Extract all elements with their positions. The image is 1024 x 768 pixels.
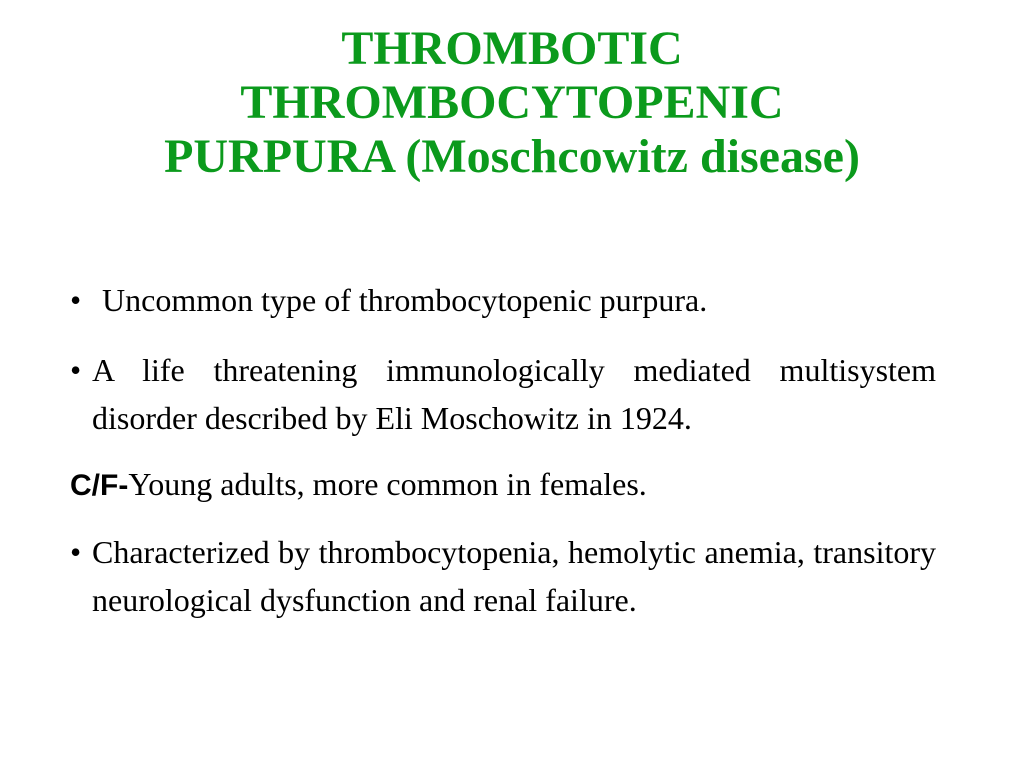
list-item xyxy=(70,346,936,442)
cf-label: C/F- xyxy=(70,469,129,502)
bullet-icon: • xyxy=(70,282,82,318)
title-line-3: PURPURA (Moschcowitz disease) xyxy=(164,130,860,183)
list-item xyxy=(70,276,936,324)
point-life-threatening: A life threatening immunologically mediated multisystem disorder described by Eli Moschowitz in 1924. xyxy=(92,352,936,436)
cf-text: Young adults, more common in females. xyxy=(128,466,647,502)
title-line-2: THROMBOCYTOPENIC xyxy=(240,76,784,129)
bullet-icon: • xyxy=(70,534,82,570)
list-item xyxy=(70,528,936,624)
list-item xyxy=(70,460,936,510)
slide-title xyxy=(40,22,984,184)
title-line-1: THROMBOTIC xyxy=(341,22,683,75)
content-list xyxy=(70,276,936,624)
point-uncommon: Uncommon type of thrombocytopenic purpura. xyxy=(102,282,708,318)
point-characterized: Characterized by thrombocytopenia, hemolytic anemia, transitory neurological dysfunction and renal failure. xyxy=(92,534,936,618)
bullet-icon: • xyxy=(70,352,82,388)
